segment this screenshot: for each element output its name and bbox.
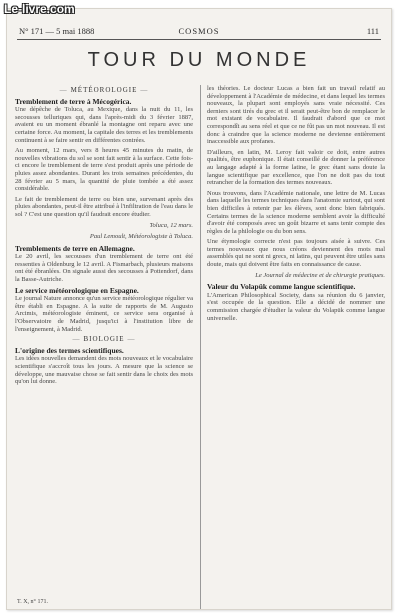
article-text: Nous trouvons, dans l'Académie nationale, une lettre de M. Lucas dans laquelle les termes techniques dans l'anatomie surtout, qui sont bien difficiles à retenir par les élèves, sont donc bien fabriqués. Certains termes de la science moderne semblent avoir la difficulté d'avoir été composés avec un goût bizarre et sans tenir compte des règles de la philologie ou du bon sens. (207, 189, 385, 235)
article-text: Au moment, 12 mars, vers 8 heures 45 minutes du matin, de nouvelles vibrations du sol se sont fait sentir à la surface. Cette fois-ci encore le tremblement de terre s'est produit après une période de pluies assez abondantes. Durant les trois semaines précédentes, du 28 février au 5 mars, la quantité de pluie tombée a été assez considérable. (15, 147, 193, 193)
article-text: Une dépêche de Toluca, au Mexique, dans la nuit du 11, les secousses telluriques qui, dans l'après-midi du 3 février 1887, avaient eu un moment ébranlé la montagne ont reparu avec une certaine force. Au moment, la capitale des terres et les tremblements continuent à se faire sentir en différentes contrées. (15, 106, 193, 144)
left-column (15, 85, 193, 389)
scanned-page (6, 8, 392, 610)
article-heading: Le service météorologique en Espagne. (15, 285, 139, 295)
article-text: L'American Philosophical Society, dans sa réunion du 6 janvier, s'est occupée de la question. Elle a décidé de nommer une commission chargée d'étudier la valeur du Volapük comme langue universelle. (207, 291, 385, 322)
article-text: Une étymologie correcte n'est pas toujours aisée à suivre. Ces termes nouveaux que nous créons deviennent des mots mal assemblés qui ne sont ni grecs, ni latins, qui peuvent être utiles sans doute, mais qui doivent être faits en connaissance de cause. (207, 238, 385, 269)
article-text: Le 20 avril, les secousses d'un tremblement de terre ont été ressenties à Oldenburg le 12 avril. A Fismarbach, plusieurs maisons ont été ébranlées. On signale aussi des secousses à Pottendorf, dans la Basse-Autriche. (15, 253, 193, 284)
page-number: 111 (366, 26, 379, 36)
article-text: D'ailleurs, en latin, M. Leroy fait valoir ce doit, entre autres qualités, être euphonique. Il était conseillé de donner la préférence au langage adapté à la forme latine, le grec étant sans doute la langue scientifique par excellence, que l'on ne doit pas du tout retrancher de la formation des termes nouveaux. (207, 148, 385, 187)
journal-name: COSMOS (178, 26, 220, 36)
section-heading: — BIOLOGIE — (15, 336, 193, 344)
page-footer: T. X, n° 171. (17, 599, 48, 605)
article-heading: Valeur du Volapük comme langue scientifique. (207, 282, 356, 292)
article-text: Les idées nouvelles demandent des mots nouveaux et le vocabulaire scientifique s'accroît tous les jours. A mesure que la science se développe, une mauvaise chose se fait sentir dans le choix des mots qu'on lui donne. (15, 355, 193, 386)
article-text: les théories. Le docteur Lucas a bien fait un travail relatif au développement à l'Académie de médecine, et dans lequel les termes nouveaux, la plupart sont employés sans vraie nécessité. Ces derniers sont tirés du grec et il serait peut-être bon de remplacer le mot existant de vocabulaire. Il faudrait d'abord que ce mot correspondît au sens réel et que ce ne fût pas un mot nouveau. Il est donc à craindre que la science moderne ne devienne entièrement inaccessible aux profanes. (207, 85, 385, 146)
article-place: Toluca, 12 mars. (149, 221, 193, 229)
issue-number: N° 171 — 5 mai 1888 (19, 26, 95, 36)
site-watermark: Le-livre.com (4, 2, 75, 16)
article-heading: Tremblement de terre à Mécogérica. (15, 96, 132, 106)
column-divider (200, 85, 201, 609)
article-heading: Tremblements de terre en Allemagne. (15, 243, 135, 253)
article-signature: Paul Lemoult, Météorologiste à Toluca. (89, 233, 193, 241)
running-header (17, 25, 381, 40)
article-text: Le journal Nature annonce qu'un service météorologique régulier va être établi en Espagne. A la suite de rapports de M. Augusto Arcimis, météorologiste éminent, ce service sera organisé à l'Observatoire de Madrid, jusqu'ici à l'institution libre de l'enseignement, à Madrid. (15, 295, 193, 333)
article-text: Le fait de tremblement de terre ou bien une, survenant après des pluies abondantes, peut-il être attribué à l'infiltration de l'eau dans le sol ? C'est une question qu'il faudrait encore étudier. (15, 195, 193, 218)
article-signature: Le Journal de médecine et de chirurgie pratiques. (255, 271, 385, 279)
section-heading: — MÉTÉOROLOGIE — (15, 87, 193, 95)
page-title: TOUR DU MONDE (87, 49, 311, 71)
article-heading: L'origine des termes scientifiques. (15, 345, 124, 355)
right-column (207, 85, 385, 325)
